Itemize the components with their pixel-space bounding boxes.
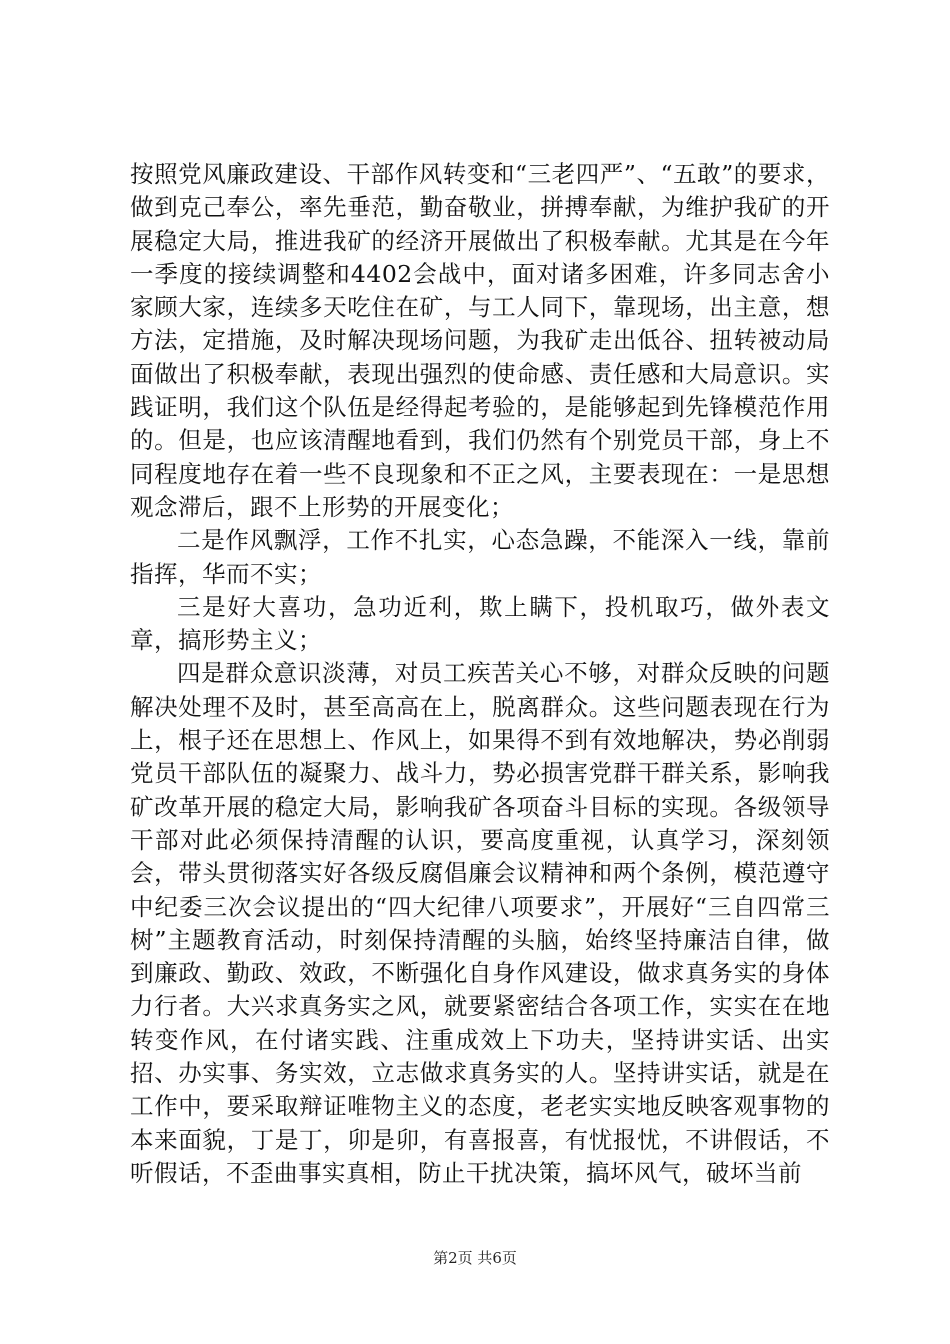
paragraph-1: 按照党风廉政建设、干部作风转变和“三老四严”、“五敢”的要求，做到克己奉公，率先垂范，勤奋敬业，拼搏奉献，为维护我矿的开展稳定大局，推进我矿的经济开展做出了积极奉献。尤其是在今年一季度的接续调整和4402会战中，面对诸多困难，许多同志舍小家顾大家，连续多天吃住在矿，与工人同下，靠现场，出主意，想方法，定措施，及时解决现场问题，为我矿走出低谷、扭转被动局面做出了积极奉献，表现出强烈的使命感、责任感和大局意识。实践证明，我们这个队伍是经得起考验的，是能够起到先锋模范作用的。但是，也应该清醒地看到，我们仍然有个别党员干部，身上不同程度地存在着一些不良现象和不正之风，主要表现在：一是思想观念滞后，跟不上形势的开展变化；: [130, 160, 830, 521]
page-footer: 第2页 共6页: [433, 1249, 517, 1267]
document-body: [130, 158, 830, 1190]
paragraph-3: 三是好大喜功，急功近利，欺上瞒下，投机取巧，做外表文章，搞形势主义；: [130, 592, 830, 655]
paragraph-4: 四是群众意识淡薄，对员工疾苦关心不够，对群众反映的问题解决处理不及时，甚至高高在上，脱离群众。这些问题表现在行为上，根子还在思想上、作风上，如果得不到有效地解决，势必削弱党员干部队伍的凝聚力、战斗力，势必损害党群干群关系，影响我矿改革开展的稳定大局，影响我矿各项奋斗目标的实现。各级领导干部对此必须保持清醒的认识，要高度重视，认真学习，深刻领会，带头贯彻落实好各级反腐倡廉会议精神和两个条例，模范遵守中纪委三次会议提出的“四大纪律八项要求”，开展好“三自四常三树”主题教育活动，时刻保持清醒的头脑，始终坚持廉洁自律，做到廉政、勤政、效政，不断强化自身作风建设，做求真务实的身体力行者。大兴求真务实之风，就要紧密结合各项工作，实实在在地转变作风，在付诸实践、注重成效上下功夫，坚持讲实话、出实招、办实事、务实效，立志做求真务实的人。坚持讲实话，就是在工作中，要采取辩证唯物主义的态度，老老实实地反映客观事物的本来面貌，丁是丁，卯是卯，有喜报喜，有忧报忧，不讲假话，不听假话，不歪曲事实真相，防止干扰决策，搞坏风气，破坏当前: [130, 659, 830, 1187]
paragraph-2: 二是作风飘浮，工作不扎实，心态急躁，不能深入一线，靠前指挥，华而不实；: [130, 526, 830, 588]
